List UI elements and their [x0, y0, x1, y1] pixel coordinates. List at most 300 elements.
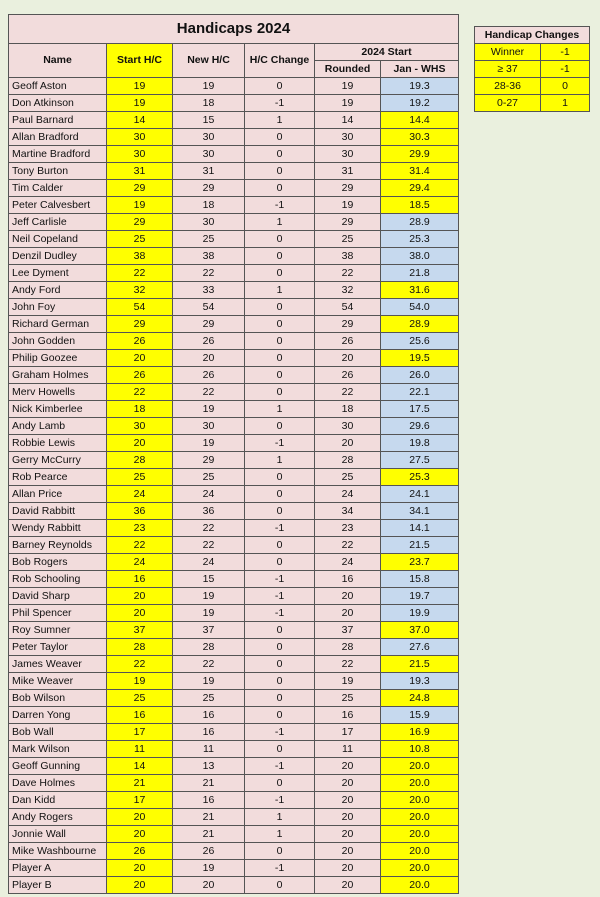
rounded-cell: 20 — [315, 826, 381, 843]
player-name-cell: Player A — [9, 860, 107, 877]
new-hc-cell: 24 — [173, 554, 245, 571]
player-name-cell: Jeff Carlisle — [9, 214, 107, 231]
hc-change-cell: 0 — [245, 690, 315, 707]
header-start-hc: Start H/C — [107, 44, 173, 78]
table-row — [9, 520, 459, 537]
rounded-cell: 19 — [315, 78, 381, 95]
jan-whs-cell: 24.1 — [381, 486, 459, 503]
new-hc-cell: 38 — [173, 248, 245, 265]
hc-change-cell: 0 — [245, 537, 315, 554]
new-hc-cell: 30 — [173, 418, 245, 435]
handicap-change-row — [475, 61, 590, 78]
table-row — [9, 146, 459, 163]
jan-whs-cell: 15.9 — [381, 707, 459, 724]
player-name-cell: Tony Burton — [9, 163, 107, 180]
player-name-cell: Wendy Rabbitt — [9, 520, 107, 537]
jan-whs-cell: 27.5 — [381, 452, 459, 469]
page-title: Handicaps 2024 — [9, 15, 459, 44]
jan-whs-cell: 22.1 — [381, 384, 459, 401]
table-row — [9, 333, 459, 350]
player-name-cell: Darren Yong — [9, 707, 107, 724]
start-hc-cell: 20 — [107, 350, 173, 367]
jan-whs-cell: 20.0 — [381, 758, 459, 775]
player-name-cell: David Rabbitt — [9, 503, 107, 520]
table-row — [9, 741, 459, 758]
hc-change-cell: 0 — [245, 367, 315, 384]
jan-whs-cell: 20.0 — [381, 877, 459, 894]
new-hc-cell: 26 — [173, 843, 245, 860]
jan-whs-cell: 19.9 — [381, 605, 459, 622]
player-name-cell: Dave Holmes — [9, 775, 107, 792]
start-hc-cell: 26 — [107, 843, 173, 860]
handicaps-table-container — [8, 14, 459, 894]
table-row — [9, 367, 459, 384]
start-hc-cell: 20 — [107, 588, 173, 605]
new-hc-cell: 33 — [173, 282, 245, 299]
hc-change-cell: 0 — [245, 129, 315, 146]
table-row — [9, 180, 459, 197]
jan-whs-cell: 29.9 — [381, 146, 459, 163]
start-hc-cell: 25 — [107, 690, 173, 707]
hc-change-cell: -1 — [245, 758, 315, 775]
rounded-cell: 30 — [315, 129, 381, 146]
new-hc-cell: 21 — [173, 826, 245, 843]
handicap-change-range-cell: 28-36 — [475, 78, 541, 95]
hc-change-cell: 0 — [245, 163, 315, 180]
hc-change-cell: -1 — [245, 605, 315, 622]
start-hc-cell: 16 — [107, 571, 173, 588]
handicaps-table-body — [9, 78, 459, 894]
table-row — [9, 231, 459, 248]
jan-whs-cell: 19.3 — [381, 78, 459, 95]
player-name-cell: Peter Taylor — [9, 639, 107, 656]
table-row — [9, 843, 459, 860]
jan-whs-cell: 26.0 — [381, 367, 459, 384]
start-hc-cell: 26 — [107, 333, 173, 350]
table-row — [9, 673, 459, 690]
jan-whs-cell: 20.0 — [381, 792, 459, 809]
table-row — [9, 350, 459, 367]
hc-change-cell: 0 — [245, 741, 315, 758]
rounded-cell: 22 — [315, 384, 381, 401]
jan-whs-cell: 27.6 — [381, 639, 459, 656]
start-hc-cell: 30 — [107, 146, 173, 163]
jan-whs-cell: 25.3 — [381, 469, 459, 486]
new-hc-cell: 21 — [173, 809, 245, 826]
rounded-cell: 20 — [315, 775, 381, 792]
header-name: Name — [9, 44, 107, 78]
hc-change-cell: 0 — [245, 146, 315, 163]
rounded-cell: 29 — [315, 316, 381, 333]
rounded-cell: 28 — [315, 639, 381, 656]
hc-change-cell: 0 — [245, 877, 315, 894]
player-name-cell: Geoff Aston — [9, 78, 107, 95]
table-row — [9, 588, 459, 605]
jan-whs-cell: 34.1 — [381, 503, 459, 520]
table-row — [9, 435, 459, 452]
table-row — [9, 486, 459, 503]
new-hc-cell: 15 — [173, 571, 245, 588]
table-row — [9, 418, 459, 435]
player-name-cell: John Foy — [9, 299, 107, 316]
new-hc-cell: 21 — [173, 775, 245, 792]
table-row — [9, 656, 459, 673]
player-name-cell: Merv Howells — [9, 384, 107, 401]
start-hc-cell: 19 — [107, 78, 173, 95]
new-hc-cell: 16 — [173, 707, 245, 724]
table-row — [9, 112, 459, 129]
new-hc-cell: 54 — [173, 299, 245, 316]
hc-change-cell: 0 — [245, 316, 315, 333]
jan-whs-cell: 20.0 — [381, 809, 459, 826]
hc-change-cell: 0 — [245, 469, 315, 486]
jan-whs-cell: 31.6 — [381, 282, 459, 299]
jan-whs-cell: 25.3 — [381, 231, 459, 248]
table-row — [9, 214, 459, 231]
rounded-cell: 30 — [315, 146, 381, 163]
hc-change-cell: -1 — [245, 95, 315, 112]
table-row — [9, 282, 459, 299]
handicap-change-range-cell: ≥ 37 — [475, 61, 541, 78]
handicap-change-row — [475, 44, 590, 61]
rounded-cell: 20 — [315, 605, 381, 622]
new-hc-cell: 30 — [173, 214, 245, 231]
player-name-cell: Don Atkinson — [9, 95, 107, 112]
new-hc-cell: 20 — [173, 350, 245, 367]
start-hc-cell: 32 — [107, 282, 173, 299]
new-hc-cell: 25 — [173, 690, 245, 707]
rounded-cell: 25 — [315, 690, 381, 707]
jan-whs-cell: 19.8 — [381, 435, 459, 452]
player-name-cell: Phil Spencer — [9, 605, 107, 622]
player-name-cell: Richard German — [9, 316, 107, 333]
start-hc-cell: 26 — [107, 367, 173, 384]
start-hc-cell: 37 — [107, 622, 173, 639]
rounded-cell: 34 — [315, 503, 381, 520]
start-hc-cell: 28 — [107, 639, 173, 656]
jan-whs-cell: 19.7 — [381, 588, 459, 605]
rounded-cell: 14 — [315, 112, 381, 129]
rounded-cell: 28 — [315, 452, 381, 469]
handicap-change-row — [475, 95, 590, 112]
rounded-cell: 20 — [315, 588, 381, 605]
player-name-cell: Andy Ford — [9, 282, 107, 299]
jan-whs-cell: 19.2 — [381, 95, 459, 112]
start-hc-cell: 20 — [107, 860, 173, 877]
hc-change-cell: 0 — [245, 299, 315, 316]
new-hc-cell: 22 — [173, 384, 245, 401]
player-name-cell: Bob Wilson — [9, 690, 107, 707]
new-hc-cell: 28 — [173, 639, 245, 656]
table-row — [9, 826, 459, 843]
table-row — [9, 639, 459, 656]
jan-whs-cell: 30.3 — [381, 129, 459, 146]
table-row — [9, 724, 459, 741]
hc-change-cell: -1 — [245, 860, 315, 877]
rounded-cell: 22 — [315, 265, 381, 282]
table-row — [9, 707, 459, 724]
jan-whs-cell: 14.4 — [381, 112, 459, 129]
jan-whs-cell: 14.1 — [381, 520, 459, 537]
table-row — [9, 792, 459, 809]
rounded-cell: 20 — [315, 758, 381, 775]
table-row — [9, 775, 459, 792]
table-row — [9, 622, 459, 639]
table-row — [9, 605, 459, 622]
hc-change-cell: 1 — [245, 452, 315, 469]
table-row — [9, 877, 459, 894]
start-hc-cell: 22 — [107, 537, 173, 554]
start-hc-cell: 23 — [107, 520, 173, 537]
rounded-cell: 37 — [315, 622, 381, 639]
hc-change-cell: 1 — [245, 112, 315, 129]
jan-whs-cell: 29.6 — [381, 418, 459, 435]
rounded-cell: 29 — [315, 214, 381, 231]
new-hc-cell: 37 — [173, 622, 245, 639]
rounded-cell: 18 — [315, 401, 381, 418]
new-hc-cell: 18 — [173, 197, 245, 214]
handicap-change-change-cell: 1 — [541, 95, 590, 112]
rounded-cell: 16 — [315, 571, 381, 588]
start-hc-cell: 16 — [107, 707, 173, 724]
player-name-cell: Jonnie Wall — [9, 826, 107, 843]
jan-whs-cell: 20.0 — [381, 775, 459, 792]
player-name-cell: Andy Rogers — [9, 809, 107, 826]
player-name-cell: Dan Kidd — [9, 792, 107, 809]
hc-change-cell: -1 — [245, 197, 315, 214]
header-2024-start: 2024 Start — [315, 44, 459, 61]
hc-change-cell: 0 — [245, 775, 315, 792]
start-hc-cell: 14 — [107, 758, 173, 775]
rounded-cell: 24 — [315, 486, 381, 503]
player-name-cell: Rob Pearce — [9, 469, 107, 486]
header-jan-whs: Jan - WHS — [381, 61, 459, 78]
rounded-cell: 23 — [315, 520, 381, 537]
handicap-changes-table — [474, 26, 590, 112]
handicap-change-range-cell: Winner — [475, 44, 541, 61]
table-row — [9, 758, 459, 775]
new-hc-cell: 30 — [173, 146, 245, 163]
rounded-cell: 30 — [315, 418, 381, 435]
player-name-cell: Philip Goozee — [9, 350, 107, 367]
hc-change-cell: 1 — [245, 282, 315, 299]
table-row — [9, 690, 459, 707]
start-hc-cell: 17 — [107, 792, 173, 809]
rounded-cell: 20 — [315, 877, 381, 894]
start-hc-cell: 31 — [107, 163, 173, 180]
player-name-cell: Mark Wilson — [9, 741, 107, 758]
player-name-cell: Barney Reynolds — [9, 537, 107, 554]
jan-whs-cell: 29.4 — [381, 180, 459, 197]
new-hc-cell: 19 — [173, 860, 245, 877]
jan-whs-cell: 37.0 — [381, 622, 459, 639]
table-row — [9, 809, 459, 826]
handicap-change-change-cell: -1 — [541, 61, 590, 78]
start-hc-cell: 28 — [107, 452, 173, 469]
player-name-cell: Denzil Dudley — [9, 248, 107, 265]
player-name-cell: John Godden — [9, 333, 107, 350]
table-row — [9, 316, 459, 333]
handicaps-table — [8, 14, 459, 894]
table-row — [9, 537, 459, 554]
rounded-cell: 25 — [315, 231, 381, 248]
new-hc-cell: 25 — [173, 469, 245, 486]
table-row — [9, 452, 459, 469]
rounded-cell: 20 — [315, 792, 381, 809]
start-hc-cell: 20 — [107, 877, 173, 894]
hc-change-cell: -1 — [245, 588, 315, 605]
new-hc-cell: 30 — [173, 129, 245, 146]
new-hc-cell: 19 — [173, 673, 245, 690]
new-hc-cell: 20 — [173, 877, 245, 894]
hc-change-cell: 0 — [245, 707, 315, 724]
jan-whs-cell: 20.0 — [381, 860, 459, 877]
header-hc-change: H/C Change — [245, 44, 315, 78]
start-hc-cell: 22 — [107, 265, 173, 282]
hc-change-cell: -1 — [245, 792, 315, 809]
player-name-cell: Geoff Gunning — [9, 758, 107, 775]
rounded-cell: 31 — [315, 163, 381, 180]
player-name-cell: Mike Weaver — [9, 673, 107, 690]
jan-whs-cell: 25.6 — [381, 333, 459, 350]
player-name-cell: Graham Holmes — [9, 367, 107, 384]
table-row — [9, 78, 459, 95]
table-row — [9, 469, 459, 486]
player-name-cell: Rob Schooling — [9, 571, 107, 588]
jan-whs-cell: 20.0 — [381, 843, 459, 860]
jan-whs-cell: 21.5 — [381, 537, 459, 554]
player-name-cell: Gerry McCurry — [9, 452, 107, 469]
rounded-cell: 54 — [315, 299, 381, 316]
start-hc-cell: 29 — [107, 214, 173, 231]
jan-whs-cell: 17.5 — [381, 401, 459, 418]
start-hc-cell: 11 — [107, 741, 173, 758]
new-hc-cell: 26 — [173, 333, 245, 350]
start-hc-cell: 21 — [107, 775, 173, 792]
start-hc-cell: 20 — [107, 809, 173, 826]
player-name-cell: Bob Wall — [9, 724, 107, 741]
rounded-cell: 17 — [315, 724, 381, 741]
rounded-cell: 20 — [315, 843, 381, 860]
start-hc-cell: 22 — [107, 656, 173, 673]
table-row — [9, 129, 459, 146]
hc-change-cell: -1 — [245, 435, 315, 452]
new-hc-cell: 19 — [173, 588, 245, 605]
rounded-cell: 25 — [315, 469, 381, 486]
rounded-cell: 19 — [315, 673, 381, 690]
hc-change-cell: 1 — [245, 826, 315, 843]
hc-change-cell: 0 — [245, 418, 315, 435]
new-hc-cell: 22 — [173, 520, 245, 537]
jan-whs-cell: 28.9 — [381, 316, 459, 333]
rounded-cell: 29 — [315, 180, 381, 197]
start-hc-cell: 29 — [107, 180, 173, 197]
new-hc-cell: 19 — [173, 78, 245, 95]
jan-whs-cell: 31.4 — [381, 163, 459, 180]
new-hc-cell: 18 — [173, 95, 245, 112]
player-name-cell: David Sharp — [9, 588, 107, 605]
start-hc-cell: 25 — [107, 469, 173, 486]
player-name-cell: Martine Bradford — [9, 146, 107, 163]
start-hc-cell: 25 — [107, 231, 173, 248]
hc-change-cell: -1 — [245, 724, 315, 741]
jan-whs-cell: 16.9 — [381, 724, 459, 741]
hc-change-cell: 0 — [245, 248, 315, 265]
hc-change-cell: 1 — [245, 214, 315, 231]
rounded-cell: 11 — [315, 741, 381, 758]
hc-change-cell: 0 — [245, 265, 315, 282]
rounded-cell: 26 — [315, 367, 381, 384]
jan-whs-cell: 10.8 — [381, 741, 459, 758]
start-hc-cell: 30 — [107, 418, 173, 435]
table-row — [9, 571, 459, 588]
jan-whs-cell: 28.9 — [381, 214, 459, 231]
header-new-hc: New H/C — [173, 44, 245, 78]
hc-change-cell: 1 — [245, 401, 315, 418]
start-hc-cell: 19 — [107, 673, 173, 690]
jan-whs-cell: 15.8 — [381, 571, 459, 588]
start-hc-cell: 20 — [107, 605, 173, 622]
hc-change-cell: 0 — [245, 503, 315, 520]
rounded-cell: 38 — [315, 248, 381, 265]
new-hc-cell: 16 — [173, 724, 245, 741]
jan-whs-cell: 19.3 — [381, 673, 459, 690]
player-name-cell: Nick Kimberlee — [9, 401, 107, 418]
jan-whs-cell: 21.8 — [381, 265, 459, 282]
new-hc-cell: 16 — [173, 792, 245, 809]
new-hc-cell: 22 — [173, 656, 245, 673]
rounded-cell: 16 — [315, 707, 381, 724]
player-name-cell: Allan Bradford — [9, 129, 107, 146]
rounded-cell: 24 — [315, 554, 381, 571]
hc-change-cell: 0 — [245, 554, 315, 571]
player-name-cell: Lee Dyment — [9, 265, 107, 282]
rounded-cell: 20 — [315, 350, 381, 367]
new-hc-cell: 15 — [173, 112, 245, 129]
player-name-cell: James Weaver — [9, 656, 107, 673]
hc-change-cell: 0 — [245, 333, 315, 350]
player-name-cell: Robbie Lewis — [9, 435, 107, 452]
table-row — [9, 299, 459, 316]
hc-change-cell: 0 — [245, 231, 315, 248]
player-name-cell: Player B — [9, 877, 107, 894]
new-hc-cell: 29 — [173, 316, 245, 333]
handicap-changes-title: Handicap Changes — [475, 27, 590, 44]
new-hc-cell: 19 — [173, 605, 245, 622]
jan-whs-cell: 38.0 — [381, 248, 459, 265]
table-row — [9, 163, 459, 180]
jan-whs-cell: 18.5 — [381, 197, 459, 214]
hc-change-cell: 0 — [245, 622, 315, 639]
table-row — [9, 197, 459, 214]
start-hc-cell: 54 — [107, 299, 173, 316]
hc-change-cell: 0 — [245, 350, 315, 367]
hc-change-cell: -1 — [245, 520, 315, 537]
start-hc-cell: 19 — [107, 197, 173, 214]
handicap-change-row — [475, 78, 590, 95]
hc-change-cell: 0 — [245, 486, 315, 503]
player-name-cell: Peter Calvesbert — [9, 197, 107, 214]
table-row — [9, 503, 459, 520]
start-hc-cell: 29 — [107, 316, 173, 333]
new-hc-cell: 29 — [173, 452, 245, 469]
new-hc-cell: 31 — [173, 163, 245, 180]
hc-change-cell: 1 — [245, 809, 315, 826]
rounded-cell: 19 — [315, 197, 381, 214]
hc-change-cell: 0 — [245, 673, 315, 690]
table-row — [9, 401, 459, 418]
start-hc-cell: 30 — [107, 129, 173, 146]
